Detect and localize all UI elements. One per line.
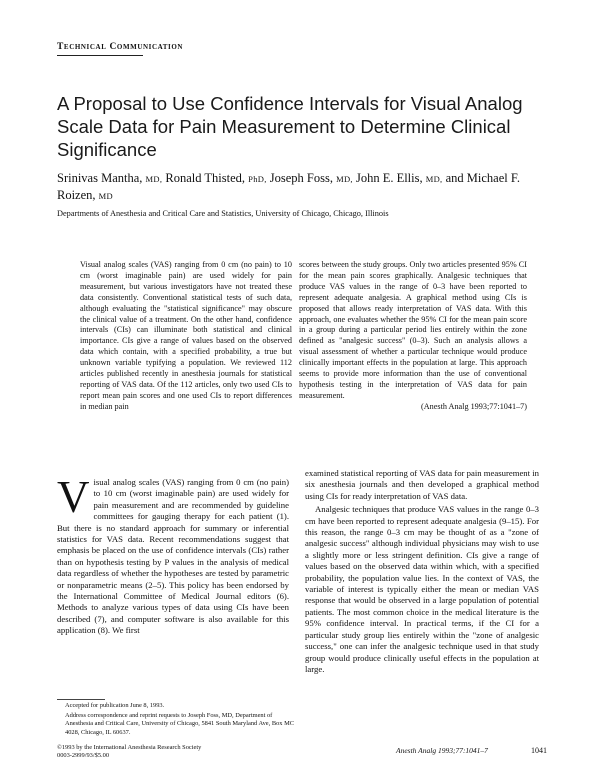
author-degree: MD	[98, 191, 113, 201]
author-name: Srinivas Mantha,	[57, 171, 143, 185]
abstract-text: scores between the study groups. Only two articles presented 95% CI for the mean pain scores graphically. Analgesic techniques that produce VAS values in the range of 0–3 have been reported to represent adequate analgesia. A graphical method using CIs is proposed that allows ready interpretation of VAS data. With this approach, one evaluates whether the 95% CI for the mean pain score in a group during a particular period lies entirely within the zone defined as "analgesic success" (0–3). Such an analysis allows a visual assessment of whether a particular technique would produce clinically important effects in the population at large. This approach seems to provide more information than the use of conventional hypothesis testing in the interpretation of VAS data for pain measurement.	[299, 260, 527, 400]
abstract-column-2	[299, 260, 527, 413]
copyright-price: 0003-2999/93/$5.00	[57, 751, 110, 759]
body-column-2	[305, 468, 539, 677]
author-list	[57, 170, 547, 204]
author-degree: MD,	[336, 174, 353, 184]
abstract-column-1: Visual analog scales (VAS) ranging from 0 cm (no pain) to 10 cm (worst imaginable pain) are used widely for pain measurement, but various investigators have not treated these data consistently. Conventional statistical tests of such data, although evaluating the "statistical significance" may obscure the clinical value of a treatment. On the other hand, confidence intervals (CIs) can illuminate both statistical and clinical importance. CIs give a range of values based on the observed data which contain, with a specified probability, a true but unknown variable typifying a population. We reviewed 112 articles published recently in anesthesia journals for statistical reporting of VAS data. Of the 112 articles, only two used CIs to report mean pain scores and one used CIs to report differences in median pain	[80, 260, 292, 411]
footnote-address: Address correspondence and reprint requests to Joseph Foss, MD, Department of Anesthesia and Critical Care, University of Chicago, 5841 South Maryland Ave, Box MC 4028, Chicago, IL 60637.	[65, 712, 295, 736]
footnote-accepted: Accepted for publication June 8, 1993.	[65, 702, 165, 709]
author-degree: PhD,	[248, 174, 267, 184]
page-number: 1041	[531, 746, 547, 755]
author-name: John E. Ellis,	[355, 171, 423, 185]
footnote-rule	[57, 699, 105, 700]
copyright-line: ©1993 by the International Anesthesia Research Society	[57, 744, 202, 751]
footnotes	[65, 702, 295, 739]
section-label: Technical Communication	[57, 42, 184, 52]
drop-cap: V	[57, 472, 90, 522]
section-rule	[57, 55, 143, 56]
body-text: isual analog scales (VAS) ranging from 0 cm (no pain) to 10 cm (worst imaginable pain) are used widely for pain measurement and are recommended by guideline committees for gauging therapy for each patient (1). But there is no standard approach for summary or inferential statistics for VAS data. Recent recommendations suggest that emphasis be placed on the use of confidence intervals (CIs) rather than on hypothesis testing by P values in the analysis of medical data regardless of whether the hypotheses are tested by parametric or nonparametric means (2–5). This policy has been endorsed by the International Committee of Medical Journal editors (6). Methods to analyze various types of data using CIs have been described (7), and computer software is also available for this application (8). We first	[57, 477, 289, 636]
copyright	[57, 744, 257, 759]
body-paragraph: Analgesic techniques that produce VAS values in the range 0–3 cm have been reported to represent adequate analgesia (9–15). For this reason, the range 0–3 cm may be thought of as a "zone of analgesic success" although individual physicians may wish to use a slightly more or less stringent definition. CIs give a range of values based on the observed data within which, with a specified probability, the population value lies. In the context of VAS, the variable of interest is typically either the mean or median VAS response that would be observed in a large population of potential patients. The most common choice in the medical literature is the 95% confidence interval. In practical terms, if the CI for a particular study group lies entirely within the "zone of analgesic success," one can infer the analgesic technique used in that study group would produce clinically useful effects in the population at large.	[305, 504, 539, 674]
author-name: Ronald Thisted,	[165, 171, 246, 185]
body-column-1	[57, 472, 289, 637]
body-paragraph: examined statistical reporting of VAS data for pain measurement in six anesthesia journals and then developed a graphical method using CIs for ready interpretation of VAS data.	[305, 468, 539, 501]
abstract-citation: (Anesth Analg 1993;77:1041–7)	[421, 401, 527, 411]
affiliation: Departments of Anesthesia and Critical Care and Statistics, University of Chicago, Chicago, Illinois	[57, 209, 389, 218]
author-degree: MD,	[145, 174, 163, 184]
author-degree: MD,	[425, 174, 443, 184]
author-name: and Michael F. Roizen,	[57, 171, 520, 202]
article-title: A Proposal to Use Confidence Intervals for Visual Analog Scale Data for Pain Measurement to Determine Clinical Significance	[57, 93, 523, 160]
journal-reference: Anesth Analg 1993;77:1041–7	[396, 746, 488, 755]
author-name: Joseph Foss,	[269, 171, 333, 185]
